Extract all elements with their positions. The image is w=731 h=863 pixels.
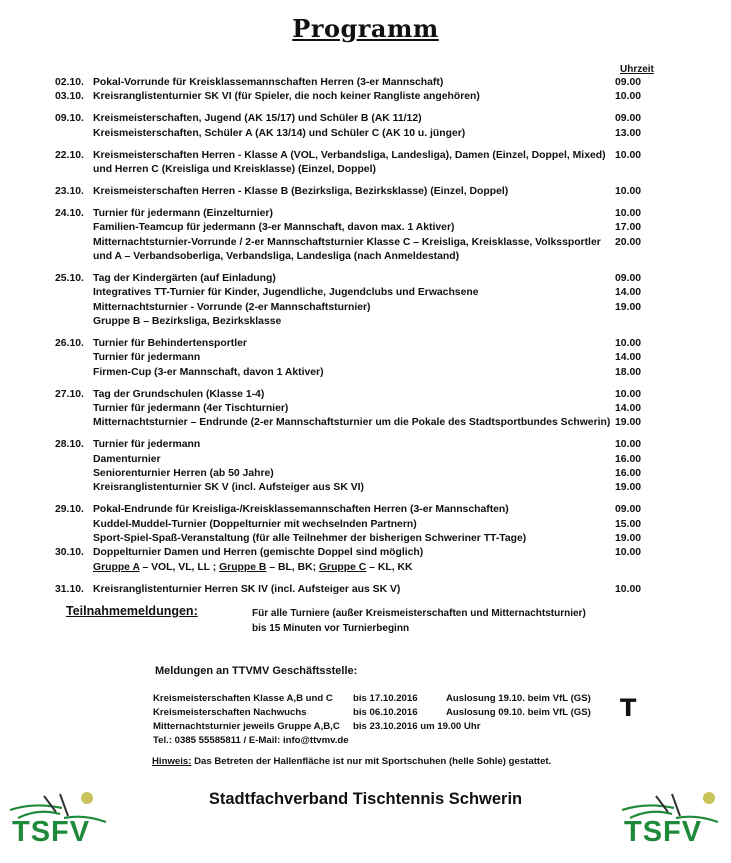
schedule-time: 14.00	[615, 287, 642, 299]
schedule-date	[55, 301, 93, 315]
empty-date	[55, 561, 93, 575]
schedule-line	[0, 453, 731, 467]
schedule-date	[55, 127, 93, 141]
schedule-event: Sport-Spiel-Spaß-Veranstaltung (für alle Teilnehmer der bisherigen Schweriner TT-Tage)	[93, 533, 527, 545]
contact-info: Tel.: 0385 55585811 / E-Mail: info@ttvmv.de	[153, 735, 349, 746]
schedule-event: Tag der Grundschulen (Klasse 1-4)	[93, 388, 265, 400]
schedule-line	[0, 250, 731, 264]
schedule-date: 29.10.	[55, 504, 84, 516]
schedule-line	[0, 481, 731, 495]
logo-text: TSFV	[12, 816, 91, 848]
registration-line-1: Für alle Turniere (außer Kreismeisterschaften und Mitternachtsturnier)	[252, 608, 586, 619]
registration-label: Teilnahmemeldungen:	[66, 604, 198, 618]
schedule-event: Kreisranglistenturnier SK V (incl. Aufsteiger aus SK VI)	[93, 482, 364, 494]
schedule-time: 20.00	[615, 236, 642, 248]
schedule-block	[0, 337, 731, 380]
schedule-event: Kreisranglistenturnier SK VI (für Spieler, die noch keiner Rangliste angehören)	[93, 91, 480, 103]
groups-line	[0, 561, 731, 575]
schedule-date: 09.10.	[55, 113, 84, 125]
schedule-line	[0, 90, 731, 104]
schedule-event: Kreismeisterschaften, Schüler A (AK 13/14) und Schüler C (AK 10 u. jünger)	[93, 127, 466, 139]
schedule-line	[0, 388, 731, 402]
schedule-time: 19.00	[615, 417, 642, 429]
schedule-line	[0, 272, 731, 286]
schedule-event: Doppelturnier Damen und Herren (gemischte Doppel sind möglich)	[93, 547, 424, 559]
schedule-line	[0, 315, 731, 329]
deadline-date: bis 23.10.2016 um 19.00 Uhr	[353, 721, 481, 732]
schedule	[0, 76, 731, 605]
schedule-date	[55, 286, 93, 300]
schedule-block	[0, 388, 731, 431]
schedule-time: 14.00	[615, 402, 642, 414]
schedule-date	[55, 163, 93, 177]
schedule-event: Kreismeisterschaften Herren - Klasse B (Bezirksliga, Bezirksklasse) (Einzel, Doppel)	[93, 185, 509, 197]
schedule-block	[0, 438, 731, 496]
schedule-line	[0, 301, 731, 315]
groups-text	[93, 561, 731, 575]
schedule-time: 09.00	[615, 77, 642, 88]
logo-text: TSFV	[624, 816, 703, 848]
group-b-text: – BL, BK;	[266, 561, 319, 573]
schedule-time: 10.00	[615, 439, 642, 451]
schedule-time: 10.00	[615, 149, 642, 161]
schedule-event: Gruppe B – Bezirksliga, Bezirksklasse	[93, 315, 282, 327]
schedule-line	[0, 337, 731, 351]
group-a-label: Gruppe A	[93, 561, 140, 573]
schedule-line	[0, 127, 731, 141]
schedule-event: Turnier für jedermann (4er Tischturnier)	[93, 402, 289, 414]
schedule-line	[0, 149, 731, 163]
registration-deadlines	[153, 692, 591, 748]
schedule-line	[0, 221, 731, 235]
schedule-date: 03.10.	[55, 91, 84, 103]
schedule-line	[0, 236, 731, 250]
schedule-block	[0, 76, 731, 105]
schedule-line	[0, 207, 731, 221]
schedule-event: Turnier für jedermann (Einzelturnier)	[93, 207, 273, 219]
schedule-date	[55, 315, 93, 329]
schedule-block	[0, 185, 731, 199]
schedule-time: 19.00	[615, 482, 642, 494]
schedule-time: 10.00	[615, 388, 642, 400]
schedule-time: 19.00	[615, 533, 642, 545]
deadline-event: Mitternachtsturnier jeweils Gruppe A,B,C	[153, 721, 340, 732]
schedule-event: Kreismeisterschaften Herren - Klasse A (VOL, Verbandsliga, Landesliga), Damen (Einzel, Doppel, Mixed)	[93, 149, 606, 161]
schedule-line	[0, 185, 731, 199]
schedule-block	[0, 503, 731, 575]
schedule-date	[55, 453, 93, 467]
big-letter: T	[620, 694, 637, 722]
notice-text: Das Betreten der Hallenfläche ist nur mit Sportschuhen (helle Sohle) gestattet.	[191, 756, 552, 767]
schedule-date	[55, 221, 93, 235]
schedule-line	[0, 76, 731, 90]
schedule-event: Turnier für jedermann	[93, 352, 201, 364]
group-b-label: Gruppe B	[219, 561, 267, 573]
deadline-event: Kreismeisterschaften Nachwuchs	[153, 707, 307, 718]
schedule-time: 14.00	[615, 352, 642, 364]
schedule-date	[55, 402, 93, 416]
schedule-event: Kuddel-Muddel-Turnier (Doppelturnier mit wechselnden Partnern)	[93, 518, 417, 530]
schedule-line	[0, 351, 731, 365]
schedule-date: 27.10.	[55, 388, 84, 400]
schedule-date	[55, 366, 93, 380]
schedule-block	[0, 149, 731, 178]
schedule-time: 09.00	[615, 113, 642, 125]
schedule-time	[615, 315, 675, 329]
schedule-event: Turnier für Behindertensportler	[93, 337, 247, 349]
footer-organization: Stadtfachverband Tischtennis Schwerin	[208, 790, 523, 808]
tsfv-logo-right	[616, 788, 726, 858]
schedule-line	[0, 112, 731, 126]
group-a-text: – VOL, VL, LL ;	[139, 561, 220, 573]
schedule-line	[0, 546, 731, 560]
schedule-event: Seniorenturnier Herren (ab 50 Jahre)	[93, 467, 274, 479]
schedule-time: 16.00	[615, 467, 642, 479]
schedule-date: 22.10.	[55, 149, 84, 161]
schedule-date: 02.10.	[55, 77, 84, 88]
schedule-date: 24.10.	[55, 207, 84, 219]
group-c-text: – KL, KK	[366, 561, 413, 573]
schedule-time: 10.00	[615, 337, 642, 349]
deadline-row	[153, 692, 591, 706]
tsfv-logo-left	[4, 788, 114, 858]
registration-office-heading: Meldungen an TTVMV Geschäftsstelle:	[155, 665, 358, 677]
schedule-date	[55, 467, 93, 481]
schedule-date: 31.10.	[55, 583, 84, 595]
schedule-event: Mitternachtsturnier – Endrunde (2-er Mannschaftsturnier um die Pokale des Stadtsportbundes Schwerin)	[93, 417, 611, 429]
schedule-time: 10.00	[615, 207, 642, 219]
schedule-event: Pokal-Endrunde für Kreisliga-/Kreisklassemannschaften Herren (3-er Mannschaften)	[93, 504, 509, 516]
schedule-event: Familien-Teamcup für jedermann (3-er Mannschaft, davon max. 1 Aktiver)	[93, 222, 455, 234]
schedule-date	[55, 250, 93, 264]
schedule-block	[0, 583, 731, 597]
schedule-event: Pokal-Vorrunde für Kreisklassemannschaften Herren (3-er Mannschaft)	[93, 77, 444, 88]
schedule-time: 17.00	[615, 222, 642, 234]
schedule-event: Kreisranglistenturnier Herren SK IV (incl. Aufsteiger aus SK V)	[93, 583, 401, 595]
contact-line	[153, 734, 591, 748]
schedule-date: 28.10.	[55, 439, 84, 451]
schedule-date: 23.10.	[55, 185, 84, 197]
schedule-event: Firmen-Cup (3-er Mannschaft, davon 1 Aktiver)	[93, 366, 324, 378]
schedule-line	[0, 366, 731, 380]
deadline-row	[153, 706, 591, 720]
schedule-block	[0, 112, 731, 141]
schedule-time: 15.00	[615, 518, 642, 530]
schedule-line	[0, 286, 731, 300]
deadline-date: bis 06.10.2016	[353, 707, 418, 718]
schedule-time: 09.00	[615, 272, 642, 284]
schedule-line	[0, 503, 731, 517]
notice-label: Hinweis:	[152, 756, 192, 767]
schedule-line	[0, 467, 731, 481]
schedule-date: 30.10.	[55, 547, 84, 559]
deadline-draw: Auslosung 19.10. beim VfL (GS)	[446, 693, 591, 704]
schedule-event: und A – Verbandsoberliga, Verbandsliga, Landesliga (nach Anmeldestand)	[93, 250, 460, 262]
schedule-date: 26.10.	[55, 337, 84, 349]
schedule-date	[55, 236, 93, 250]
schedule-event: Damenturnier	[93, 453, 161, 465]
schedule-time: 09.00	[615, 504, 642, 516]
schedule-line	[0, 416, 731, 430]
schedule-time: 16.00	[615, 453, 642, 465]
schedule-date	[55, 416, 93, 430]
schedule-event: Turnier für jedermann	[93, 439, 201, 451]
registration-line-2: bis 15 Minuten vor Turnierbeginn	[252, 623, 410, 634]
schedule-line	[0, 163, 731, 177]
schedule-date	[55, 481, 93, 495]
deadline-row	[153, 720, 591, 734]
schedule-event: Mitternachtsturnier-Vorrunde / 2-er Mannschaftsturnier Klasse C – Kreisliga, Kreisklasse, Volkssportler	[93, 236, 601, 248]
schedule-time: 18.00	[615, 366, 642, 378]
schedule-line	[0, 402, 731, 416]
schedule-time: 19.00	[615, 301, 642, 313]
schedule-block	[0, 207, 731, 265]
schedule-time: 10.00	[615, 91, 642, 103]
schedule-date	[55, 518, 93, 532]
schedule-line	[0, 438, 731, 452]
schedule-block	[0, 272, 731, 330]
schedule-date: 25.10.	[55, 272, 84, 284]
time-column-header: Uhrzeit	[620, 64, 654, 75]
schedule-event: Kreismeisterschaften, Jugend (AK 15/17) und Schüler B (AK 11/12)	[93, 113, 422, 125]
schedule-time: 10.00	[615, 185, 642, 197]
registration-text	[252, 606, 586, 636]
notice	[152, 756, 551, 767]
schedule-event: Mitternachtsturnier - Vorrunde (2-er Mannschaftsturnier)	[93, 301, 371, 313]
schedule-time: 10.00	[615, 583, 642, 595]
schedule-event: Tag der Kindergärten (auf Einladung)	[93, 272, 276, 284]
deadline-draw: Auslosung 09.10. beim VfL (GS)	[446, 707, 591, 718]
page-title: Programm	[292, 14, 439, 43]
schedule-line	[0, 583, 731, 597]
schedule-event: Integratives TT-Turnier für Kinder, Jugendliche, Jugendclubs und Erwachsene	[93, 287, 479, 299]
schedule-event: und Herren C (Kreisliga und Kreisklasse) (Einzel, Doppel)	[93, 163, 376, 175]
schedule-time	[615, 250, 675, 264]
schedule-line	[0, 518, 731, 532]
schedule-date	[55, 532, 93, 546]
schedule-time: 10.00	[615, 547, 642, 559]
schedule-date	[55, 351, 93, 365]
group-c-label: Gruppe C	[318, 561, 367, 573]
schedule-time: 13.00	[615, 127, 642, 139]
schedule-time	[615, 163, 675, 177]
deadline-event: Kreismeisterschaften Klasse A,B und C	[153, 693, 333, 704]
deadline-date: bis 17.10.2016	[353, 693, 418, 704]
schedule-line	[0, 532, 731, 546]
